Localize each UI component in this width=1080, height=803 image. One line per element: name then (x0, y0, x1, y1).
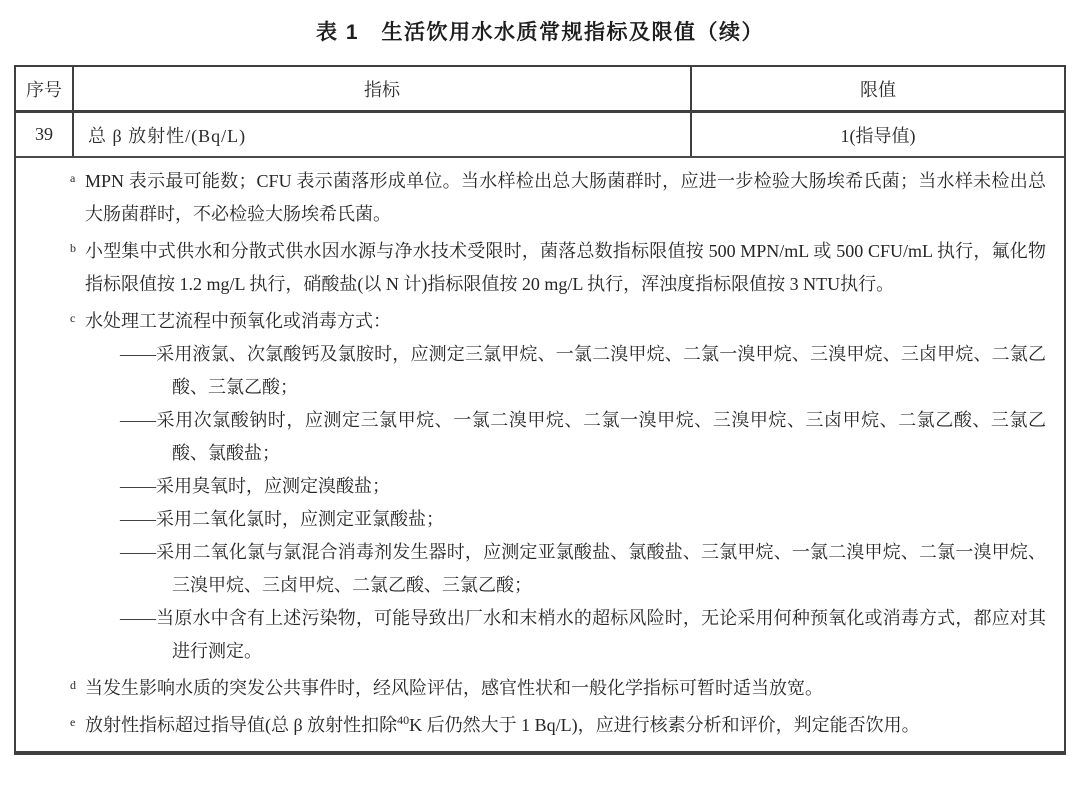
footnote-e (30, 709, 1046, 742)
footnote-e-text-pre: 放射性指标超过指导值(总 β 放射性扣除 (85, 715, 398, 735)
table-row-39 (16, 113, 1064, 158)
dash-item-liquid-chlorine: ——采用液氯、次氯酸钙及氯胺时，应测定三氯甲烷、一氯二溴甲烷、二氯一溴甲烷、三溴甲烷、三卤甲烷、二氯乙酸、三氯乙酸； (120, 344, 1046, 397)
dash-item-chlorine-dioxide: ——采用二氧化氯时，应测定亚氯酸盐； (120, 509, 444, 529)
footnote-b-text: 小型集中式供水和分散式供水因水源与净水技术受限时，菌落总数指标限值按 500 MPN/mL 或 500 CFU/mL 执行，氟化物指标限值按 1.2 mg/L 执行，硝酸盐(以 N 计)指标限值按 20 mg/L 执行，浑浊度指标限值按 3 NTU执行。 (85, 241, 1046, 294)
footnote-d (30, 672, 1046, 705)
footnotes-section (16, 158, 1064, 751)
footnote-b (30, 235, 1046, 301)
footnote-a-text: MPN 表示最可能数；CFU 表示菌落形成单位。当水样检出总大肠菌群时，应进一步检验大肠埃希氏菌；当水样未检出总大肠菌群时，不必检验大肠埃希氏菌。 (85, 171, 1046, 224)
dash-item-ozone: ——采用臭氧时，应测定溴酸盐； (120, 476, 390, 496)
footnote-a (30, 165, 1046, 231)
footnote-a-marker: a (70, 171, 76, 185)
footnote-c-intro: 水处理工艺流程中预氧化或消毒方式： (85, 311, 391, 331)
dash-item-raw-water: ——当原水中含有上述污染物，可能导致出厂水和末梢水的超标风险时，无论采用何种预氧化或消毒方式，都应对其进行测定。 (120, 608, 1046, 661)
footnote-d-marker: d (70, 678, 76, 692)
footnote-e-superscript-40: 40 (397, 713, 410, 727)
water-quality-table (14, 65, 1066, 755)
footnote-e-text-post: K 后仍然大于 1 Bq/L)，应进行核素分析和评价，判定能否饮用。 (409, 715, 920, 735)
row-39-limit: 1(指导值) (840, 125, 916, 146)
footnote-c (30, 305, 1046, 668)
dash-item-mixed-disinfectant: ——采用二氧化氯与氯混合消毒剂发生器时，应测定亚氯酸盐、氯酸盐、三氯甲烷、一氯二溴甲烷、二氯一溴甲烷、三溴甲烷、三卤甲烷、二氯乙酸、三氯乙酸； (120, 542, 1046, 595)
row-39-indicator: 总 β 放射性/(Bq/L) (74, 113, 692, 156)
table-title: 表 1 生活饮用水水质常规指标及限值（续） (315, 21, 764, 44)
column-header-indicator: 指标 (74, 67, 692, 110)
column-header-serial: 序号 (16, 67, 74, 110)
footnote-c-marker: c (70, 311, 76, 325)
footnote-e-marker: e (70, 715, 76, 729)
footnote-b-marker: b (70, 241, 76, 255)
footnote-c-items (85, 338, 1046, 668)
dash-item-sodium-hypochlorite: ——采用次氯酸钠时，应测定三氯甲烷、一氯二溴甲烷、二氯一溴甲烷、三溴甲烷、三卤甲烷、二氯乙酸、三氯乙酸、氯酸盐； (120, 410, 1046, 463)
row-39-serial: 39 (16, 113, 74, 156)
column-header-limit: 限值 (860, 79, 896, 100)
table-header-row (16, 67, 1064, 113)
footnote-d-text: 当发生影响水质的突发公共事件时，经风险评估，感官性状和一般化学指标可暂时适当放宽。 (85, 678, 823, 698)
